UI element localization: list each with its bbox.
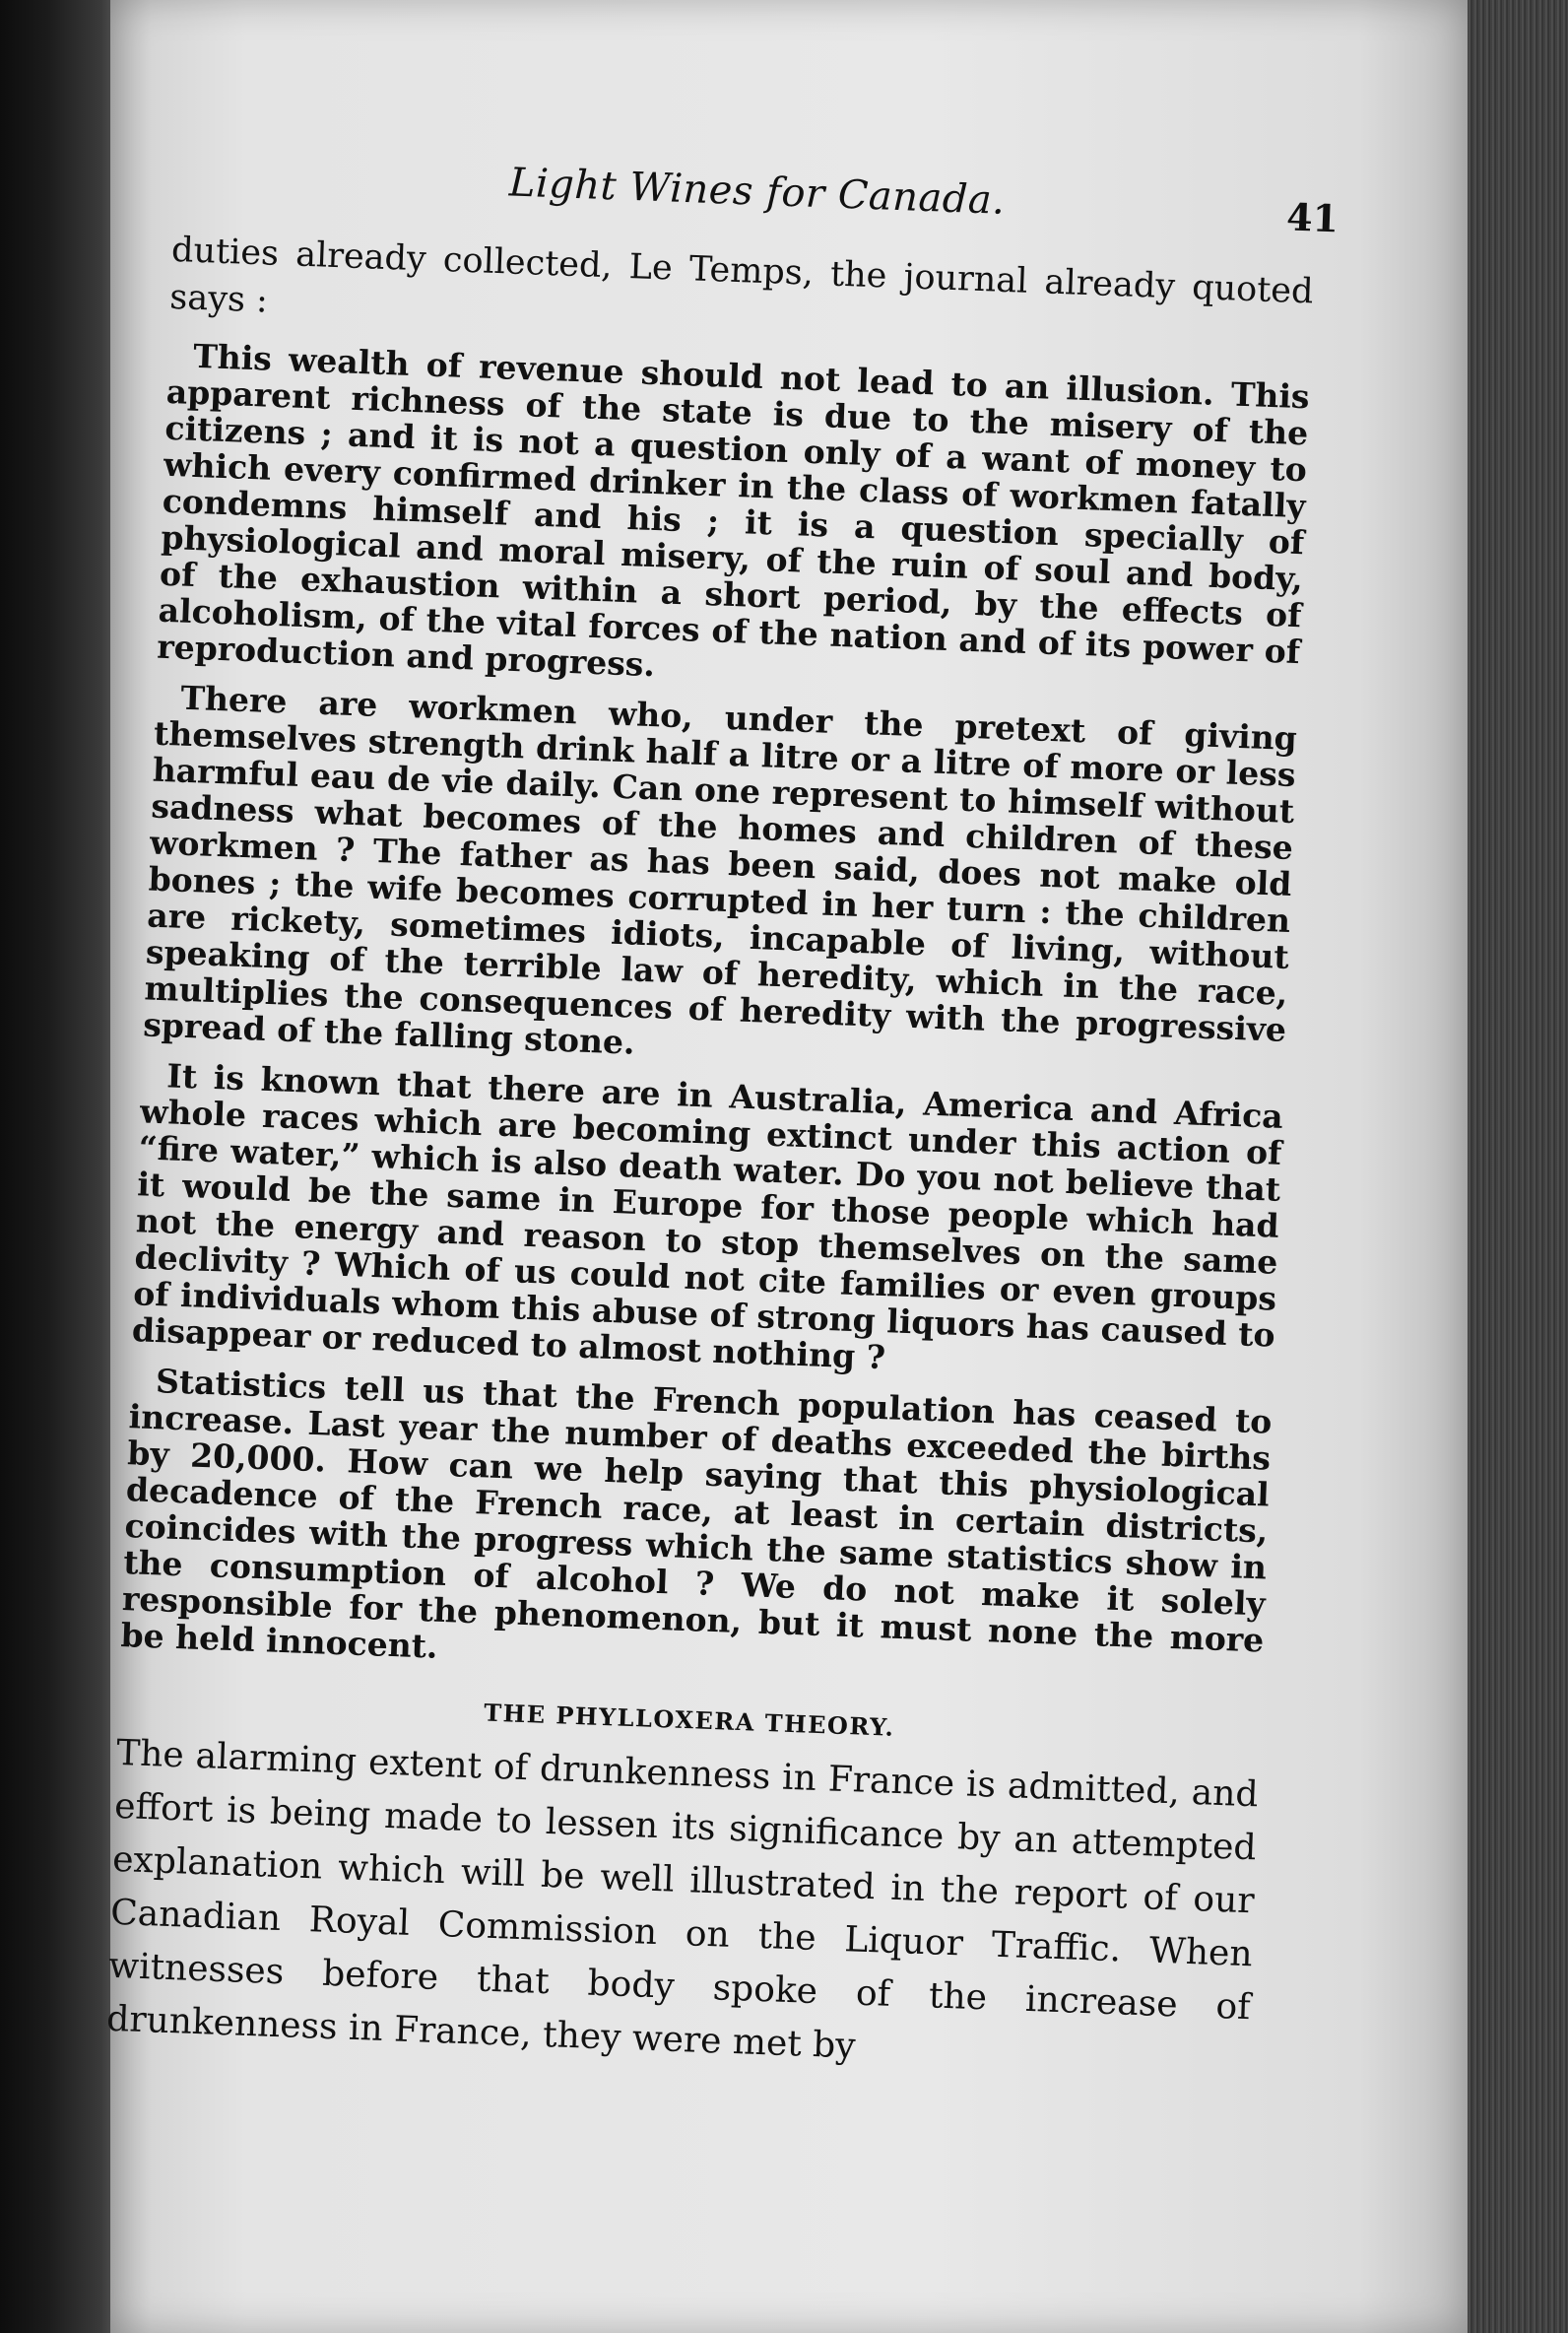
quote-paragraph-workmen: There are workmen who, under the pretext of giving themselves strength drink half a litre or a litre of more or less harmful eau de vie daily. Can one represent to himself without sadness what becomes of the homes and children of these workmen ? The father as has been said, does not make old bones ; the wife becomes corrupted in her turn : the children are rickety, sometimes idiots, incapable of living, without speaking of the terrible law of heredity, which in the race, multiplies the consequences of heredity with the progressive spread of the falling stone.	[142, 678, 1298, 1062]
quote-paragraph-statistics: Statistics tell us that the French population has ceased to increase. Last year the number of deaths exceeded the births by 20,000. How can we help saying that this physiological decadence of the French race, at least in certain districts, coincides with the progress which the same statistics show in the consumption of alcohol ? We do not make it solely responsible for the phenomenon, but it must none the more be held innocent.	[119, 1362, 1274, 1666]
closing-paragraph: The alarming extent of drunkenness in France is admitted, and effort is being made to lessen its significance by an attempted explanation which will be well illustrated in the report of our Canadian Royal Commission on the Liquor Traffic. When witnesses before that body spoke of the increase of drunkenness in France, they were met by	[105, 1732, 1260, 2067]
section-heading: THE PHYLLOXERA THEORY.	[483, 1698, 895, 1742]
page-stack-edge	[1468, 0, 1568, 2333]
page-content	[105, 148, 1339, 2088]
quote-paragraph-revenue: This wealth of revenue should not lead to an illusion. This apparent richness of the state is due to the misery of the citizens ; and it is not a question only of a want of money to which every confirmed drinker in the class of workmen fatally condemns himself and his ; it is a question specially of physiological and moral misery, of the ruin of soul and body, of the exhaustion within a short period, by the effects of alcoholism, of the vital forces of the nation and of its power of reproduction and progress.	[156, 336, 1311, 685]
quote-paragraph-races: It is known that there are in Australia, America and Africa whole races which are becoming extinct under this action of “fire water,” which is also death water. Do you not believe that it would be the same in Europe for those people which had not the energy and reason to stop themselves on the same declivity ? Which of us could not cite families or even groups of individuals whom this abuse of strong liquors has caused to disappear or reduced to almost nothing ?	[131, 1056, 1284, 1377]
page-number: 41	[1285, 194, 1339, 241]
opening-paragraph: duties already collected, Le Temps, the journal already quoted says :	[168, 230, 1315, 321]
running-head: Light Wines for Canada.	[508, 160, 1007, 224]
left-page-edge	[0, 0, 118, 2333]
